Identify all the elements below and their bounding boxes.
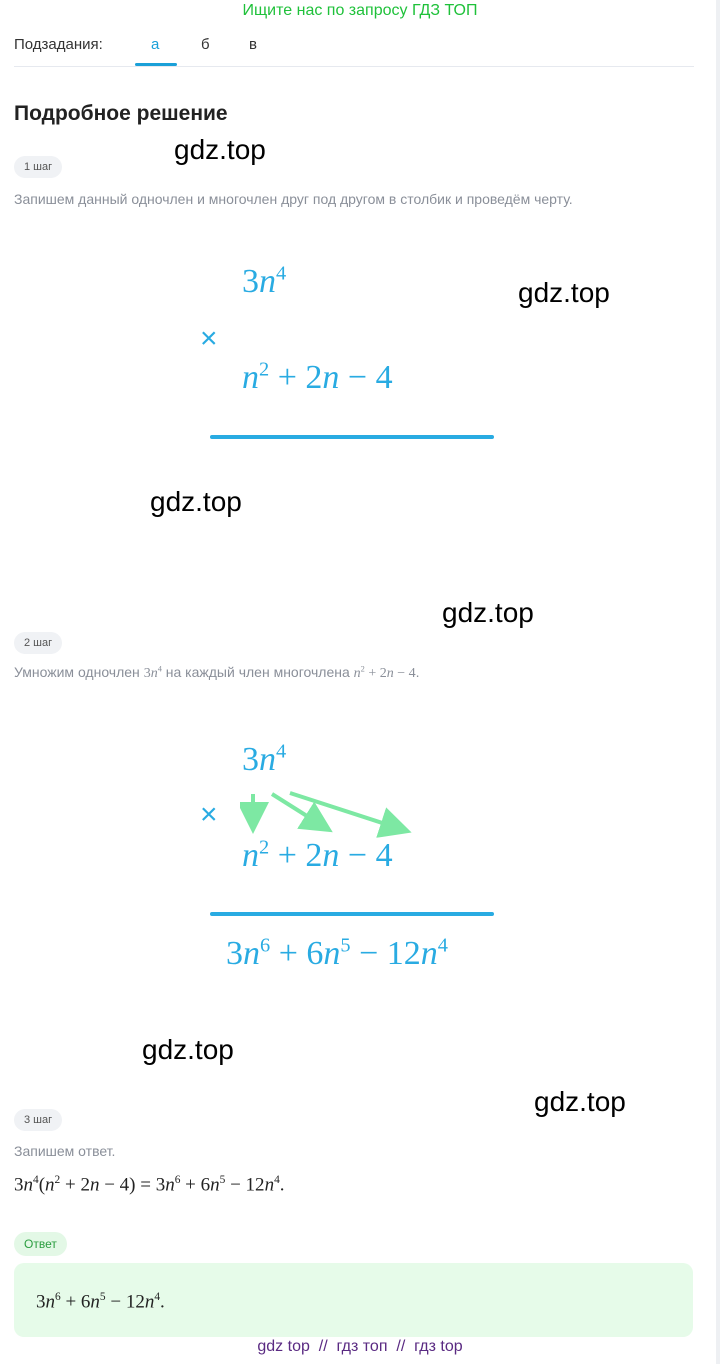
tab-v[interactable]: в: [249, 36, 257, 53]
tab-a[interactable]: а: [151, 36, 160, 53]
tab-b[interactable]: б: [201, 36, 210, 53]
step-3-text: Запишем ответ.: [14, 1143, 116, 1159]
promo-banner: Ищите нас по запросу ГДЗ ТОП: [242, 2, 478, 19]
step-2-monomial: $3n^4$: [242, 740, 287, 778]
watermark-3: gdz.top: [150, 486, 242, 517]
watermark-1: gdz.top: [174, 134, 266, 165]
step-1-monomial: $3n^4$: [242, 262, 287, 300]
step-1-badge: 1 шаг: [14, 156, 62, 178]
step-2-result: $3n^6 + 6n^5 - 12n^4$: [226, 934, 448, 972]
answer-box: [14, 1263, 693, 1337]
multiply-sign: ×: [200, 322, 218, 355]
answer-badge: Ответ: [14, 1232, 67, 1256]
footer-links: gdz top // гдз топ // гдз top: [257, 1338, 463, 1355]
multiply-sign-2: ×: [200, 798, 218, 831]
arrow-to-2n: [272, 794, 326, 828]
step-2-text: Умножим одночлен $3n^4$ на каждый член многочлена $n^2 + 2n - 4$.: [14, 664, 420, 681]
watermark-2: gdz.top: [518, 277, 610, 308]
step-3-badge: 3 шаг: [14, 1109, 62, 1131]
solution-heading: Подробное решение: [14, 102, 228, 125]
watermark-5: gdz.top: [142, 1034, 234, 1065]
watermark-6: gdz.top: [534, 1086, 626, 1117]
step-1-divider-line: [210, 435, 494, 439]
watermark-4: gdz.top: [442, 597, 534, 628]
step-2-badge: 2 шаг: [14, 632, 62, 654]
arrow-to-4: [290, 793, 404, 830]
active-tab-indicator: [135, 63, 177, 66]
final-equation: $3n^4(n^2 + 2n - 4) = 3n^6 + 6n^5 - 12n^4$.: [14, 1174, 285, 1196]
answer-expression: $3n^6 + 6n^5 - 12n^4$.: [36, 1291, 165, 1313]
multiplication-arrows: [240, 788, 420, 838]
subtasks-tabs: [14, 36, 694, 67]
step-2-divider-line: [210, 912, 494, 916]
step-1-text: Запишем данный одночлен и многочлен друг под другом в столбик и проведём черту.: [14, 191, 573, 207]
page-scrollbar[interactable]: [716, 0, 720, 1364]
step-2-polynomial: $n^2 + 2n - 4$: [242, 836, 393, 874]
subtasks-label: Подзадания:: [14, 36, 103, 53]
step-1-polynomial: $n^2 + 2n - 4$: [242, 358, 393, 396]
